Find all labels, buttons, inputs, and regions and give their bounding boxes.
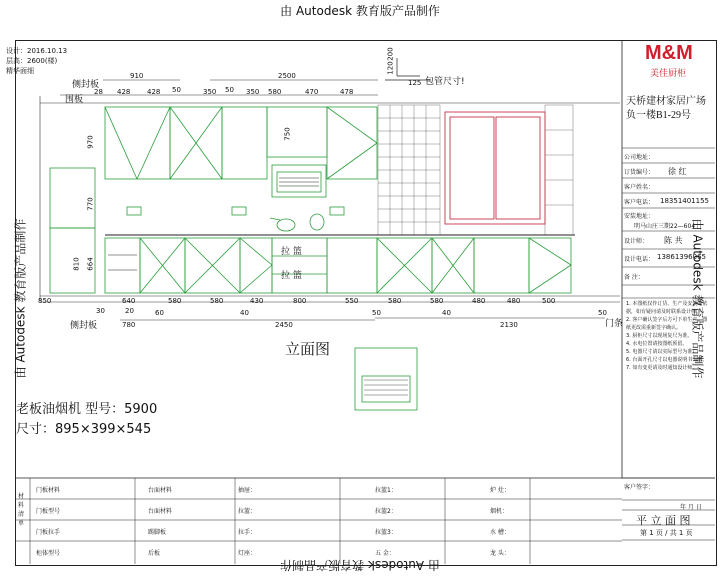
dim-780: 780 — [122, 321, 136, 329]
bt-c1-3: 柜体型号 — [36, 550, 61, 557]
watermark-bottom: 由 Autodesk 教育版产品制作 — [280, 558, 440, 572]
side-panel-top-label: 侧封板 — [72, 80, 100, 90]
tb-view-title: 平 立 面 图 — [636, 514, 691, 527]
dim-2450: 2450 — [275, 321, 293, 329]
dim-480-b: 480 — [507, 297, 521, 305]
tb-val-5: 陈 共 — [664, 236, 683, 245]
dim-120: 120 — [386, 61, 395, 75]
bt-c2-0: 台面材料 — [148, 487, 173, 494]
bt-c3-2: 拉手： — [238, 529, 257, 536]
bt-c1-2: 门板拉手 — [36, 529, 61, 536]
dim-2500: 2500 — [278, 72, 296, 80]
tb-val-3: 18351401155 — [660, 197, 709, 205]
dim-428-b: 428 — [147, 88, 161, 96]
dim-580-a: 580 — [268, 88, 282, 96]
tb-key-6: 设计电话： — [624, 256, 655, 263]
dim-b580-d: 580 — [430, 297, 444, 305]
dim-640: 640 — [122, 297, 136, 305]
bt-c3-1: 拉篮： — [238, 508, 257, 515]
tb-val-4: 明马山庄三期22—604 — [634, 223, 696, 230]
bt-c4-1: 拉篮2： — [375, 508, 397, 515]
dim-b580-c: 580 — [388, 297, 402, 305]
bt-c5-2: 水 槽： — [490, 529, 510, 536]
bt-c3-0: 抽屉： — [238, 487, 257, 494]
bt-c1-1: 门板型号 — [36, 508, 61, 515]
store-address: 天桥建材家居广场负一楼B1-29号 — [626, 96, 706, 121]
dim-50-a: 50 — [172, 86, 181, 94]
bt-c5-0: 炉 灶： — [490, 487, 510, 494]
meta-design: 设计：2016.10.13 — [6, 47, 68, 55]
tb-val-6: 13861396065 — [657, 253, 706, 261]
pipe-note: 包管尺寸! — [425, 77, 465, 87]
dim-2130: 2130 — [500, 321, 518, 329]
bt-c4-3: 五 金： — [375, 550, 395, 557]
meta-height: 层高：2600(楼) — [6, 57, 58, 65]
dim-c50: 50 — [372, 309, 381, 317]
bt-c2-3: 后板 — [148, 550, 161, 557]
hood-size: 尺寸：895×399×545 — [16, 422, 152, 437]
brand-name: 美佳厨柜 — [650, 69, 687, 79]
bt-c2-1: 台面材料 — [148, 508, 173, 515]
dim-430: 430 — [250, 297, 264, 305]
door-strip-label: 门条 — [605, 319, 624, 329]
watermark-right: 由 Autodesk 教育版产品制作 — [690, 218, 705, 379]
dim-910: 910 — [130, 72, 144, 80]
tb-key-2: 客户姓名： — [624, 184, 655, 191]
tb-key-3: 客户电话： — [624, 199, 655, 206]
tb-key-5: 设计师： — [624, 238, 649, 245]
dim-810: 810 — [72, 257, 81, 271]
dim-770: 770 — [86, 197, 95, 211]
dim-470: 470 — [305, 88, 319, 96]
dim-500: 500 — [542, 297, 556, 305]
tb-sign: 客户签字： — [624, 484, 655, 491]
bt-c5-3: 龙 头： — [490, 550, 510, 557]
dim-28: 28 — [94, 88, 103, 96]
watermark-top: 由 Autodesk 教育版产品制作 — [280, 4, 440, 18]
dim-550: 550 — [345, 297, 359, 305]
tb-key-7: 备 注： — [624, 274, 644, 281]
dim-50-b: 50 — [225, 86, 234, 94]
dim-750: 750 — [283, 127, 292, 141]
dim-800: 800 — [293, 297, 307, 305]
dim-30: 30 — [96, 307, 105, 315]
dim-b580-a: 580 — [168, 297, 182, 305]
watermark-left: 由 Autodesk 教育版产品制作 — [13, 218, 28, 379]
tb-key-1: 订货编号： — [624, 169, 655, 176]
brand-logo: M&M — [645, 42, 693, 64]
tb-notes: 1. 本图纸仅作订货、生产及安装的依据，如有疑问请及时联系设计师。 2. 客户确认签字后方可下单生产，图纸更改需重新签字确认。 3. 厨柜尺寸以现场复尺为准。 4. 水电位置请按图纸预留。 5. 电器尺寸请以实际型号为准。 6. 台面开孔尺寸以电器说明书为准。 7. 如有变更请及时通知设计师。 — [626, 301, 708, 371]
elevation-title: 立面图 — [285, 340, 331, 358]
side-panel-bottom-label: 侧封板 — [70, 321, 98, 331]
drawer-label-1: 拉 篮 — [281, 247, 302, 257]
bt-c4-0: 拉篮1： — [375, 487, 397, 494]
dim-40-a: 40 — [240, 309, 249, 317]
dim-478: 478 — [340, 88, 354, 96]
drawer-label-2: 拉 篮 — [281, 271, 302, 281]
bt-c5-1: 烟机： — [490, 508, 509, 515]
dim-40-b: 40 — [442, 309, 451, 317]
dim-664: 664 — [86, 257, 95, 271]
dim-c60: 60 — [155, 309, 164, 317]
dim-b580-b: 580 — [210, 297, 224, 305]
tb-key-4: 安装地址： — [624, 213, 655, 220]
tb-val-1: 徐 红 — [668, 167, 687, 176]
top-panel-label: 围板 — [65, 95, 84, 105]
dim-200: 200 — [386, 47, 395, 61]
bt-c2-2: 踢脚板 — [148, 529, 167, 536]
tb-key-0: 公司地址： — [624, 154, 655, 161]
hood-model: 老板油烟机 型号：5900 — [16, 402, 158, 417]
tb-date: 年 月 日 — [680, 504, 702, 511]
dim-20: 20 — [125, 307, 134, 315]
bt-c3-3: 灯座： — [238, 550, 257, 557]
dim-125: 125 — [408, 79, 422, 87]
dim-970: 970 — [86, 135, 95, 149]
bottom-table-side: 材料清单 — [18, 493, 25, 527]
dim-350: 350 — [203, 88, 217, 96]
tb-page: 第 1 页 / 共 1 页 — [640, 529, 693, 537]
dim-480: 480 — [472, 297, 486, 305]
meta-material: 精华面细 — [6, 67, 34, 75]
bt-c1-0: 门板材料 — [36, 487, 61, 494]
bt-c4-2: 拉篮3： — [375, 529, 397, 536]
dim-c50-b: 50 — [598, 309, 607, 317]
dim-850: 850 — [38, 297, 52, 305]
dim-350-b: 350 — [246, 88, 260, 96]
dim-428-a: 428 — [117, 88, 131, 96]
